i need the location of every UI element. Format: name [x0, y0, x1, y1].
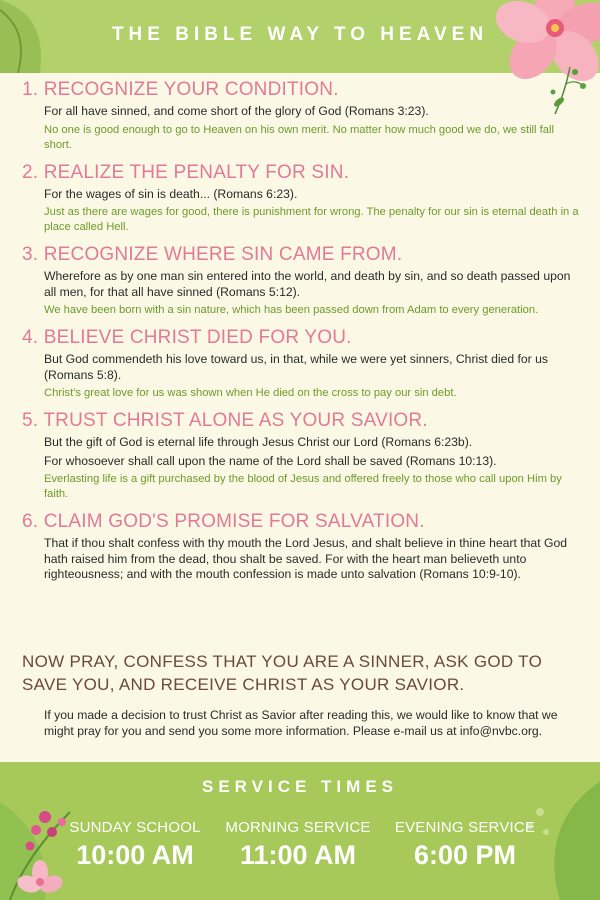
- steps-list: [22, 78, 582, 591]
- step-3: [22, 243, 582, 318]
- service-morning: [208, 819, 388, 871]
- explanation-text: Christ's great love for us was shown when He died on the cross to pay our sin debt.: [44, 387, 457, 399]
- step-title: 3. RECOGNIZE WHERE SIN CAME FROM.: [22, 244, 403, 265]
- explanation-text: Just as there are wages for good, there is punishment for wrong. The penalty for our sin is eternal death in a place called Hell.: [44, 206, 579, 233]
- service-time: 10:00 AM: [76, 840, 194, 870]
- verse-text: But the gift of God is eternal life through Jesus Christ our Lord (Romans 6:23b).: [44, 435, 473, 449]
- service-times-title: SERVICE TIMES: [202, 777, 398, 796]
- verse-text: But God commendeth his love toward us, in that, while we were yet sinners, Christ died for us (Romans 5:8).: [44, 352, 548, 382]
- step-title: 6. CLAIM GOD'S PROMISE FOR SALVATION.: [22, 511, 425, 532]
- step-title: 4. BELIEVE CHRIST DIED FOR YOU.: [22, 327, 352, 348]
- verse-text: For whosoever shall call upon the name of the Lord shall be saved (Romans 10:13).: [44, 453, 497, 468]
- contact-text: If you made a decision to trust Christ as Savior after reading this, we would like to know that we might pray for you and send you some more information. Please e-mail us at info@nvbc.org.: [44, 708, 558, 738]
- service-sunday-school: [45, 819, 225, 871]
- step-6: [22, 510, 582, 583]
- service-evening: [375, 819, 555, 871]
- service-time: 6:00 PM: [413, 840, 517, 870]
- explanation-text: No one is good enough to go to Heaven on his own merit. No matter how much good we do, we still fall short.: [44, 123, 554, 151]
- explanation-text: We have been born with a sin nature, which has been passed down from Adam to every generation.: [44, 304, 539, 316]
- service-times-footer: [0, 762, 600, 900]
- service-time: 11:00 AM: [239, 840, 357, 870]
- step-1: [22, 78, 582, 153]
- step-title: 5. TRUST CHRIST ALONE AS YOUR SAVIOR.: [22, 410, 428, 431]
- service-label: EVENING SERVICE: [394, 819, 536, 836]
- page-title: THE BIBLE WAY TO HEAVEN: [111, 24, 489, 45]
- step-title: 2. REALIZE THE PENALTY FOR SIN.: [22, 161, 350, 183]
- prayer-call: NOW PRAY, CONFESS THAT YOU ARE A SINNER, ASK GOD TO SAVE YOU, AND RECEIVE CHRIST AS YOUR SAVIOR.: [22, 652, 543, 694]
- service-label: MORNING SERVICE: [225, 819, 371, 836]
- step-2: [22, 161, 582, 236]
- verse-text: For the wages of sin is death... (Romans 6:23).: [44, 186, 298, 201]
- step-4: [22, 326, 582, 401]
- service-label: SUNDAY SCHOOL: [69, 819, 201, 836]
- verse-text: That if thou shalt confess with thy mouth the Lord Jesus, and shalt believe in thine heart that God hath raised him from the dead, thou shalt be saved. For with the heart man believeth unto righteousness; and with the mouth confession is made unto salvation (Romans 10:9-10).: [44, 536, 568, 581]
- verse-text: Wherefore as by one man sin entered into the world, and death by sin, and so death passed upon all men, for that all have sinned (Romans 5:12).: [44, 269, 571, 299]
- verse-text: For all have sinned, and come short of the glory of God (Romans 3:23).: [44, 104, 429, 118]
- step-title: 1. RECOGNIZE YOUR CONDITION.: [22, 79, 339, 100]
- step-5: [22, 409, 582, 502]
- explanation-text: Everlasting life is a gift purchased by the blood of Jesus and offered freely to those who call upon Him by faith.: [44, 473, 562, 500]
